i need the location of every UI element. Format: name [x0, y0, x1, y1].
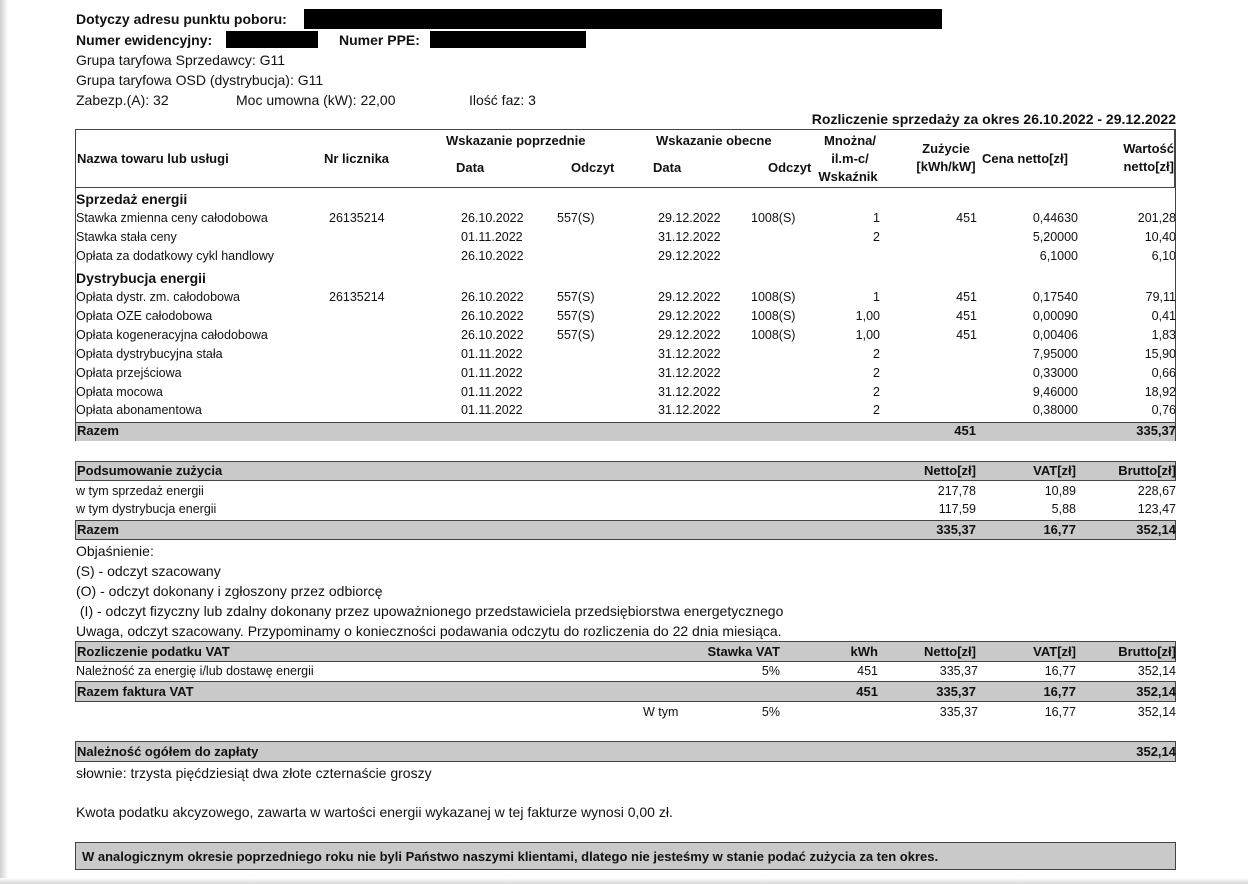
row-curr-reading: 1008(S) — [751, 211, 796, 225]
redacted-ppe-number — [430, 31, 586, 48]
row-price: 0,44630 — [1032, 211, 1078, 225]
settlement-period: Rozliczenie sprzedaży za okres 26.10.2022 - 29.12.2022 — [811, 111, 1176, 127]
row-value: 15,90 — [1144, 347, 1176, 361]
row-name: Opłata dystr. zm. całodobowa — [76, 290, 240, 304]
row-name: Opłata mocowa — [76, 385, 163, 399]
redacted-address — [304, 9, 942, 29]
row-curr-date: 31.12.2022 — [658, 385, 721, 399]
row-name: Opłata kogeneracyjna całodobowa — [76, 328, 268, 342]
row-prev-date: 26.10.2022 — [461, 290, 524, 304]
row-curr-date: 29.12.2022 — [658, 309, 721, 323]
summary-total-label: Razem — [77, 522, 119, 537]
section-sales: Sprzedaż energii — [76, 191, 188, 207]
col-curr-value: Odczyt — [768, 160, 812, 175]
summary-row-sales-vat: 10,89 — [1044, 484, 1076, 498]
legend-o: (O) - odczyt dokonany i zgłoszony przez odbiorcę — [76, 583, 383, 599]
summary-row-sales-label: w tym sprzedaż energii — [76, 484, 204, 498]
col-price: Cena netto[zł] — [982, 151, 1068, 166]
row-curr-date: 29.12.2022 — [658, 211, 721, 225]
row-value: 0,41 — [1151, 309, 1176, 323]
vat-row-brutto: 352,14 — [1137, 664, 1176, 678]
summary-row-dist-brutto: 123,47 — [1137, 502, 1176, 516]
address-label: Dotyczy adresu punktu poboru: — [76, 11, 287, 27]
vat-rate-head: Stawka VAT — [707, 644, 780, 659]
vat-total-vat: 16,77 — [1043, 684, 1076, 699]
col-value-1: Wartość — [1123, 141, 1174, 156]
page-bottom-shadow — [0, 878, 1248, 884]
row-prev-reading: 557(S) — [557, 309, 595, 323]
row-usage: 451 — [956, 309, 977, 323]
row-price: 6,1000 — [1039, 249, 1078, 263]
summary-brutto-head: Brutto[zł] — [1118, 463, 1176, 478]
row-name: Opłata za dodatkowy cykl handlowy — [76, 249, 275, 263]
col-curr-date: Data — [653, 160, 682, 175]
row-name: Opłata OZE całodobowa — [76, 309, 213, 323]
total-label: Razem — [77, 423, 119, 438]
summary-row-sales-brutto: 228,67 — [1137, 484, 1176, 498]
evidence-number-label: Numer ewidencyjny: — [76, 32, 213, 48]
row-prev-date: 01.11.2022 — [461, 385, 523, 399]
col-curr-reading: Wskazanie obecne — [656, 133, 772, 148]
total-row — [76, 422, 1175, 441]
row-name: Stawka zmienna ceny całodobowa — [76, 211, 268, 225]
col-prev-date: Data — [456, 160, 485, 175]
vat-vat-head: VAT[zł] — [1033, 644, 1076, 659]
row-value: 201,28 — [1137, 211, 1176, 225]
row-price: 0,38000 — [1032, 403, 1078, 417]
row-multiplier: 2 — [873, 403, 880, 417]
total-usage: 451 — [954, 423, 976, 438]
section-distribution: Dystrybucja energii — [76, 270, 206, 286]
row-curr-date: 31.12.2022 — [658, 403, 721, 417]
row-usage: 451 — [956, 211, 977, 225]
redacted-evidence-number — [226, 31, 318, 48]
row-curr-reading: 1008(S) — [751, 290, 796, 304]
summary-title: Podsumowanie zużycia — [77, 463, 223, 478]
row-multiplier: 2 — [873, 347, 880, 361]
fuse-rating: Zabezp.(A): 32 — [76, 92, 169, 108]
vat-row-kwh: 451 — [857, 664, 878, 678]
page-edge-shadow — [0, 0, 8, 884]
row-prev-reading: 557(S) — [557, 328, 595, 342]
excise-note: Kwota podatku akcyzowego, zawarta w wartości energii wykazanej w tej fakturze wynosi 0,00 zł. — [76, 804, 673, 820]
summary-row-dist-vat: 5,88 — [1051, 502, 1076, 516]
row-meter: 26135214 — [329, 290, 385, 304]
summary-row-dist-label: w tym dystrybucja energii — [76, 502, 217, 516]
legend-title: Objaśnienie: — [76, 543, 154, 559]
tariff-seller: Grupa taryfowa Sprzedawcy: G11 — [76, 52, 286, 68]
legend-s: (S) - odczyt szacowany — [76, 563, 221, 579]
row-price: 0,17540 — [1032, 290, 1078, 304]
vat-row-label: Należność za energię i/lub dostawę energii — [76, 664, 314, 678]
row-value: 79,11 — [1145, 290, 1176, 304]
row-prev-date: 26.10.2022 — [461, 309, 524, 323]
row-multiplier: 1,00 — [855, 328, 880, 342]
row-usage: 451 — [956, 290, 977, 304]
vat-row-netto: 335,37 — [939, 664, 978, 678]
row-prev-date: 01.11.2022 — [461, 366, 523, 380]
row-prev-date: 26.10.2022 — [461, 211, 524, 225]
summary-row-sales-netto: 217,78 — [937, 484, 976, 498]
row-curr-date: 29.12.2022 — [658, 328, 721, 342]
vat-total-netto: 335,37 — [936, 684, 976, 699]
row-multiplier: 2 — [873, 230, 880, 244]
tariff-osd: Grupa taryfowa OSD (dystrybucja): G11 — [76, 72, 324, 88]
row-value: 0,66 — [1151, 366, 1176, 380]
row-curr-date: 31.12.2022 — [658, 366, 721, 380]
row-prev-date: 01.11.2022 — [461, 347, 523, 361]
total-value: 335,37 — [1136, 423, 1176, 438]
row-prev-date: 01.11.2022 — [461, 403, 523, 417]
amount-due-label: Należność ogółem do zapłaty — [77, 744, 259, 759]
amount-in-words: słownie: trzysta pięćdziesiąt dwa złote czternaście groszy — [76, 765, 432, 781]
vat-kwh-head: kWh — [850, 644, 878, 659]
row-curr-date: 29.12.2022 — [658, 249, 721, 263]
row-price: 5,20000 — [1032, 230, 1078, 244]
previous-year-note: W analogicznym okresie poprzedniego roku nie byli Państwo naszymi klientami, dlatego nie jesteśmy w stanie podać zużycia za ten okres. — [82, 849, 939, 864]
legend-i: (I) - odczyt fizyczny lub zdalny dokonany przez upoważnionego przedstawiciela przedsiębiorstwa energetycznego — [76, 603, 784, 619]
row-multiplier: 1 — [873, 211, 880, 225]
row-curr-date: 31.12.2022 — [658, 347, 721, 361]
row-value: 1,83 — [1151, 328, 1176, 342]
row-multiplier: 2 — [873, 385, 880, 399]
estimated-reading-note: Uwaga, odczyt szacowany. Przypominamy o konieczności podawania odczytu do rozliczenia do 22 dnia miesiąca. — [76, 623, 782, 639]
row-multiplier: 1 — [873, 290, 880, 304]
amount-due-value: 352,14 — [1136, 744, 1176, 759]
row-value: 18,92 — [1144, 385, 1176, 399]
col-name: Nazwa towaru lub usługi — [77, 151, 229, 166]
row-prev-reading: 557(S) — [557, 290, 595, 304]
row-meter: 26135214 — [329, 211, 385, 225]
vat-netto-head: Netto[zł] — [924, 644, 976, 659]
row-price: 0,00406 — [1032, 328, 1078, 342]
row-name: Opłata abonamentowa — [76, 403, 202, 417]
vat-including-label: W tym — [643, 705, 679, 719]
row-curr-reading: 1008(S) — [751, 309, 796, 323]
summary-total-netto: 335,37 — [936, 522, 976, 537]
col-multiplier-2: il.m-c/ — [831, 151, 869, 166]
row-multiplier: 1,00 — [855, 309, 880, 323]
row-curr-reading: 1008(S) — [751, 328, 796, 342]
row-name: Opłata przejściowa — [76, 366, 182, 380]
summary-total-brutto: 352,14 — [1136, 522, 1176, 537]
row-value: 10,40 — [1144, 230, 1176, 244]
row-value: 6,10 — [1151, 249, 1176, 263]
vat-title: Rozliczenie podatku VAT — [77, 644, 230, 659]
col-multiplier-1: Mnożna/ — [824, 133, 876, 148]
summary-netto-head: Netto[zł] — [924, 463, 976, 478]
vat-total-brutto: 352,14 — [1136, 684, 1176, 699]
row-prev-date: 26.10.2022 — [461, 328, 524, 342]
vat-including-netto: 335,37 — [939, 705, 978, 719]
row-prev-date: 26.10.2022 — [461, 249, 524, 263]
row-price: 0,00090 — [1032, 309, 1078, 323]
row-value: 0,76 — [1151, 403, 1176, 417]
row-prev-reading: 557(S) — [557, 211, 595, 225]
col-prev-value: Odczyt — [571, 160, 615, 175]
row-price: 7,95000 — [1032, 347, 1078, 361]
row-name: Stawka stała ceny — [76, 230, 177, 244]
vat-including-vat: 16,77 — [1044, 705, 1076, 719]
vat-row-vat: 16,77 — [1044, 664, 1076, 678]
row-price: 9,46000 — [1032, 385, 1078, 399]
contract-power: Moc umowna (kW): 22,00 — [236, 92, 396, 108]
ppe-label: Numer PPE: — [339, 32, 420, 48]
phase-count: Ilość faz: 3 — [469, 92, 536, 108]
summary-total-vat: 16,77 — [1043, 522, 1076, 537]
row-curr-date: 31.12.2022 — [658, 230, 721, 244]
vat-including-rate: 5% — [761, 705, 780, 719]
summary-vat-head: VAT[zł] — [1033, 463, 1076, 478]
vat-row-rate: 5% — [761, 664, 780, 678]
row-price: 0,33000 — [1032, 366, 1078, 380]
col-prev-reading: Wskazanie poprzednie — [446, 133, 586, 148]
col-value-2: netto[zł] — [1123, 159, 1174, 174]
vat-total-label: Razem faktura VAT — [77, 684, 194, 699]
vat-total-kwh: 451 — [856, 684, 878, 699]
summary-row-dist-netto: 117,59 — [938, 502, 976, 516]
row-name: Opłata dystrybucyjna stała — [76, 347, 223, 361]
col-meter: Nr licznika — [324, 151, 390, 166]
col-usage-2: [kWh/kW] — [916, 159, 976, 174]
col-multiplier-3: Wskaźnik — [818, 169, 878, 184]
row-prev-date: 01.11.2022 — [461, 230, 523, 244]
row-usage: 451 — [956, 328, 977, 342]
vat-including-brutto: 352,14 — [1137, 705, 1176, 719]
vat-brutto-head: Brutto[zł] — [1118, 644, 1176, 659]
row-curr-date: 29.12.2022 — [658, 290, 721, 304]
row-multiplier: 2 — [873, 366, 880, 380]
col-usage-1: Zużycie — [922, 141, 970, 156]
